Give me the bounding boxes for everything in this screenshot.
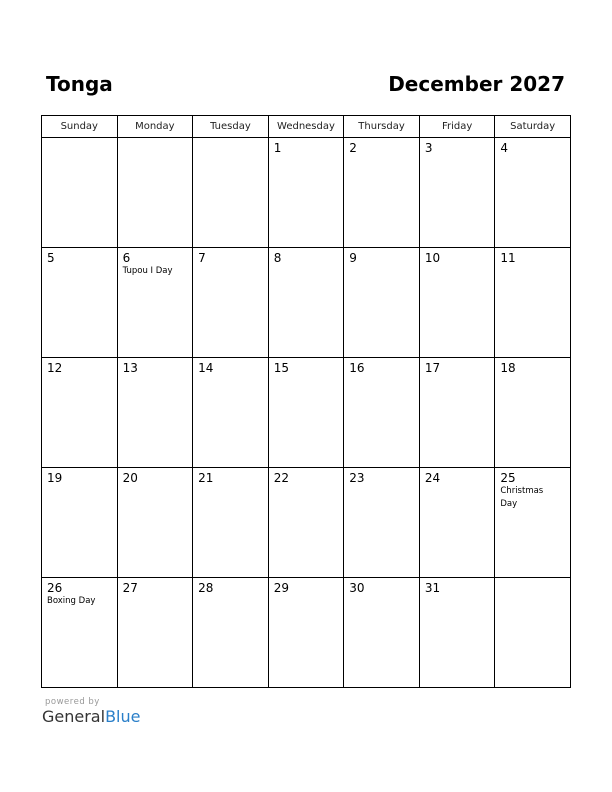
day-cell[interactable] [495,358,571,468]
day-cell[interactable] [419,248,495,358]
holiday-label: Boxing Day [47,596,96,606]
day-cell[interactable] [268,248,344,358]
day-cell[interactable] [193,248,269,358]
powered-by-text: powered by [45,697,100,707]
day-cell[interactable] [344,138,420,248]
day-number: 6 [122,251,131,265]
day-cell[interactable] [117,138,193,248]
day-cell[interactable] [419,358,495,468]
holiday-label: Tupou I Day [122,266,173,276]
day-number: 12 [47,361,63,375]
weekday-header: Sunday [42,116,118,138]
day-cell[interactable] [117,578,193,688]
day-number: 18 [500,361,516,375]
day-cell[interactable] [344,578,420,688]
week-row [42,358,571,468]
day-number: 20 [122,471,138,485]
day-cell[interactable] [42,358,118,468]
week-row [42,468,571,578]
footer-branding [42,697,140,726]
brand-logo[interactable] [42,707,140,726]
day-cell[interactable] [268,468,344,578]
day-cell[interactable] [344,358,420,468]
day-number: 27 [122,581,138,595]
weekday-header: Tuesday [193,116,269,138]
day-number: 23 [349,471,365,485]
weekday-header: Thursday [344,116,420,138]
day-number: 14 [198,361,214,375]
day-number: 13 [122,361,138,375]
day-number: 26 [47,581,63,595]
week-row [42,578,571,688]
day-number: 24 [424,471,441,485]
day-cell[interactable] [344,468,420,578]
week-row [42,248,571,358]
day-cell[interactable] [268,578,344,688]
day-number: 16 [349,361,365,375]
day-number: 4 [500,141,509,155]
weekday-header: Wednesday [268,116,344,138]
day-number: 25 [500,471,516,485]
day-cell[interactable] [495,248,571,358]
day-cell[interactable] [193,138,269,248]
calendar-title-month: December 2027 [388,72,565,96]
calendar-grid [41,115,571,688]
day-cell[interactable] [268,138,344,248]
day-number: 19 [47,471,63,485]
day-cell[interactable] [419,468,495,578]
day-number: 21 [198,471,214,485]
day-cell[interactable] [42,578,118,688]
day-number: 7 [198,251,206,265]
day-number: 30 [349,581,365,595]
calendar-title-country: Tonga [46,72,113,96]
day-number: 2 [349,141,357,155]
day-cell[interactable] [117,248,193,358]
day-number: 15 [273,361,289,375]
weekday-header: Monday [117,116,193,138]
day-number: 3 [424,141,433,155]
day-number: 9 [349,251,357,265]
day-number: 1 [273,141,282,155]
day-cell[interactable] [495,578,571,688]
brand-logo-part2: Blue [105,707,141,726]
day-cell[interactable] [419,138,495,248]
day-cell[interactable] [344,248,420,358]
day-number: 11 [500,251,516,265]
weekday-header: Friday [419,116,495,138]
day-number: 22 [273,471,289,485]
day-cell[interactable] [42,248,118,358]
day-cell[interactable] [117,468,193,578]
day-cell[interactable] [495,468,571,578]
day-number: 8 [273,251,282,265]
day-cell[interactable] [193,468,269,578]
day-cell[interactable] [42,468,118,578]
weekday-header: Saturday [495,116,571,138]
day-number: 31 [424,581,441,595]
day-number: 29 [273,581,289,595]
day-cell[interactable] [42,138,118,248]
weekday-header-row [42,116,571,138]
holiday-label: Christmas Day [500,486,544,509]
day-cell[interactable] [193,578,269,688]
day-number: 28 [198,581,214,595]
week-row [42,138,571,248]
day-cell[interactable] [268,358,344,468]
day-cell[interactable] [193,358,269,468]
day-cell[interactable] [495,138,571,248]
day-cell[interactable] [419,578,495,688]
day-number: 17 [424,361,441,375]
day-cell[interactable] [117,358,193,468]
day-number: 10 [424,251,441,265]
day-number: 5 [47,251,55,265]
brand-logo-part1: General [42,707,106,726]
